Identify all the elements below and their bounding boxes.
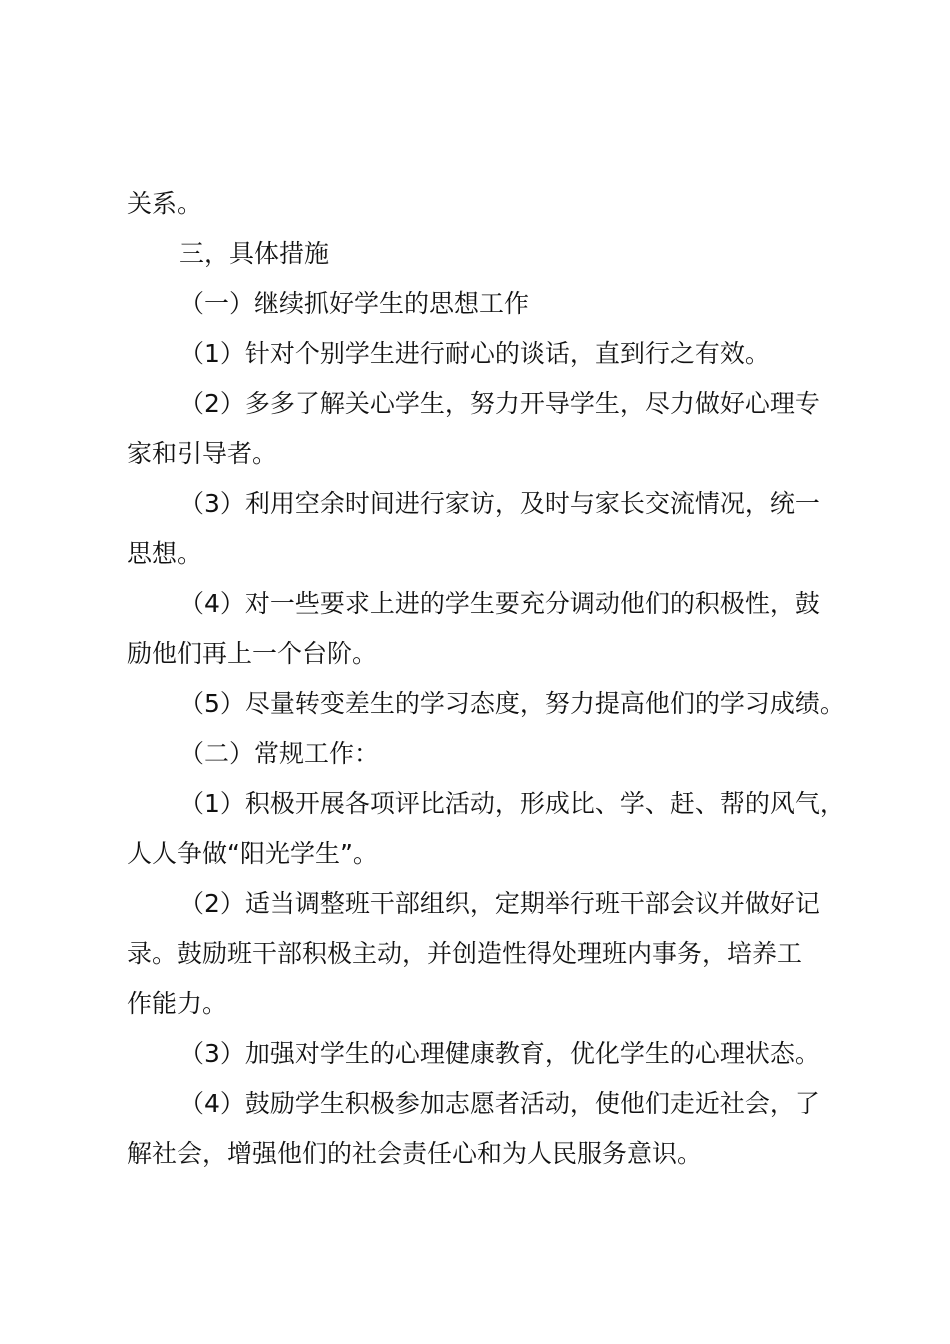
text-line: 作能力。 xyxy=(127,989,228,1018)
text-line: 家和引导者。 xyxy=(127,439,278,468)
list-item: （5）尽量转变差生的学习态度，努力提高他们的学习成绩。 xyxy=(179,689,845,718)
text-line: 关系。 xyxy=(127,189,203,218)
list-item: （3）加强对学生的心理健康教育，优化学生的心理状态。 xyxy=(179,1039,820,1068)
text-line: 人人争做“阳光学生”。 xyxy=(127,839,378,868)
section-heading: 三，具体措施 xyxy=(179,239,330,268)
text-line: 励他们再上一个台阶。 xyxy=(127,639,378,668)
list-item: （4）对一些要求上进的学生要充分调动他们的积极性，鼓 xyxy=(179,589,820,618)
subsection-heading: （一）继续抓好学生的思想工作 xyxy=(179,289,530,318)
subsection-heading: （二）常规工作： xyxy=(179,739,380,768)
text-line: 录。鼓励班干部积极主动，并创造性得处理班内事务，培养工 xyxy=(127,939,803,968)
text-line: 思想。 xyxy=(127,539,203,568)
list-item: （4）鼓励学生积极参加志愿者活动，使他们走近社会，了 xyxy=(179,1089,820,1118)
list-item: （2）适当调整班干部组织，定期举行班干部会议并做好记 xyxy=(179,889,820,918)
document-body xyxy=(127,179,857,1179)
list-item: （2）多多了解关心学生，努力开导学生，尽力做好心理专 xyxy=(179,389,820,418)
list-item: （1）针对个别学生进行耐心的谈话，直到行之有效。 xyxy=(179,339,770,368)
list-item: （1）积极开展各项评比活动，形成比、学、赶、帮的风气， xyxy=(179,789,845,818)
text-line: 解社会，增强他们的社会责任心和为人民服务意识。 xyxy=(127,1139,703,1168)
list-item: （3）利用空余时间进行家访，及时与家长交流情况，统一 xyxy=(179,489,820,518)
